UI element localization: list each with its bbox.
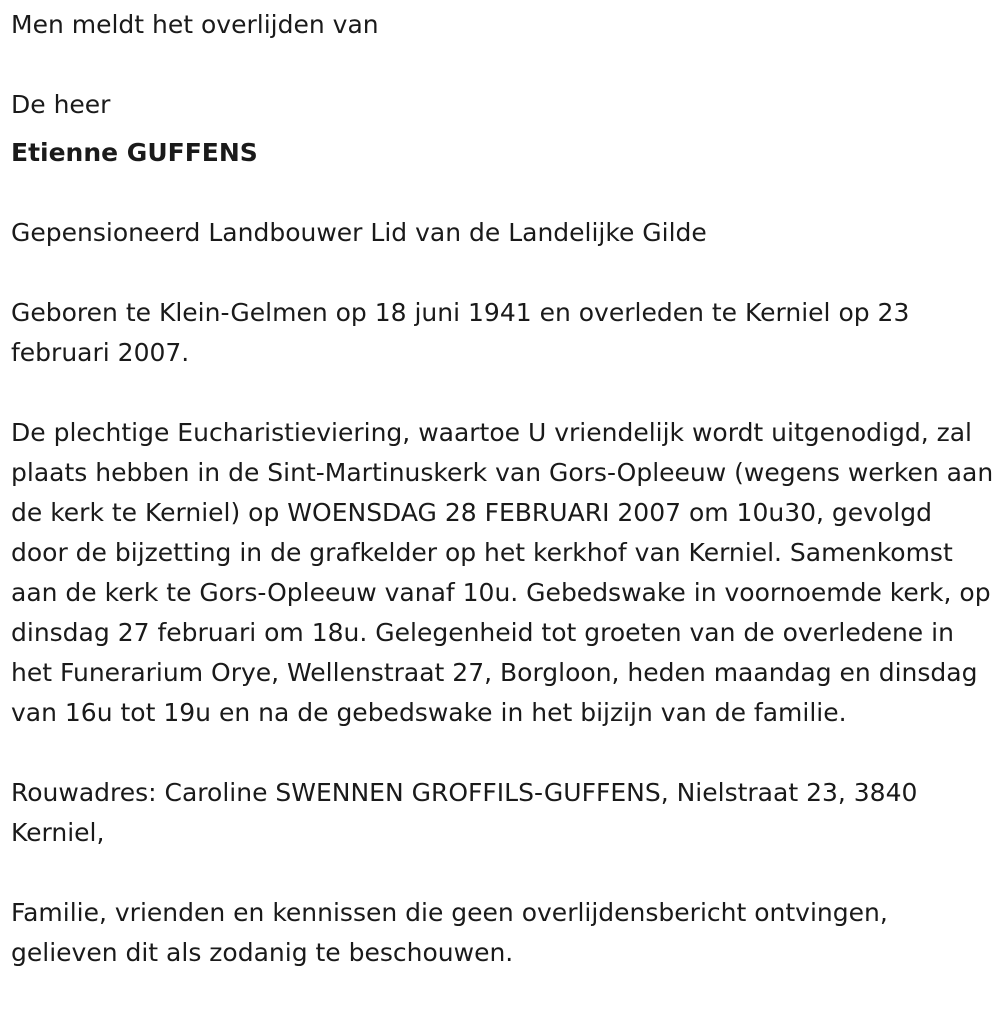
notice-birth-death: Geboren te Klein-Gelmen op 18 juni 1941 en overleden te Kerniel op 23 februari 2007. bbox=[11, 298, 910, 367]
deceased-name: Etienne GUFFENS bbox=[11, 138, 258, 167]
notice-occupation: Gepensioneerd Landbouwer Lid van de Landelijke Gilde bbox=[11, 218, 707, 247]
notice-intro: Men meldt het overlijden van bbox=[11, 10, 379, 39]
notice-salutation: De heer bbox=[11, 90, 111, 119]
notice-mourning-address: Rouwadres: Caroline SWENNEN GROFFILS-GUFFENS, Nielstraat 23, 3840 Kerniel, bbox=[11, 778, 918, 847]
notice-closing: Familie, vrienden en kennissen die geen overlijdensbericht ontvingen, gelieven dit als zodanig te beschouwen. bbox=[11, 898, 888, 967]
notice-service-details: De plechtige Eucharistieviering, waartoe U vriendelijk wordt uitgenodigd, zal plaats hebben in de Sint-Martinuskerk van Gors-Opleeuw (wegens werken aan de kerk te Kerniel) op WOENSDAG 28 FEBRUARI 2007 om 10u30, gevolgd door de bijzetting in de grafkelder op het kerkhof van Kerniel. Samenkomst aan de kerk te Gors-Opleeuw vanaf 10u. Gebedswake in voornoemde kerk, op dinsdag 27 februari om 18u. Gelegenheid tot groeten van de overledene in het Funerarium Orye, Wellenstraat 27, Borgloon, heden maandag en dinsdag van 16u tot 19u en na de gebedswake in het bijzijn van de familie. bbox=[11, 418, 994, 727]
